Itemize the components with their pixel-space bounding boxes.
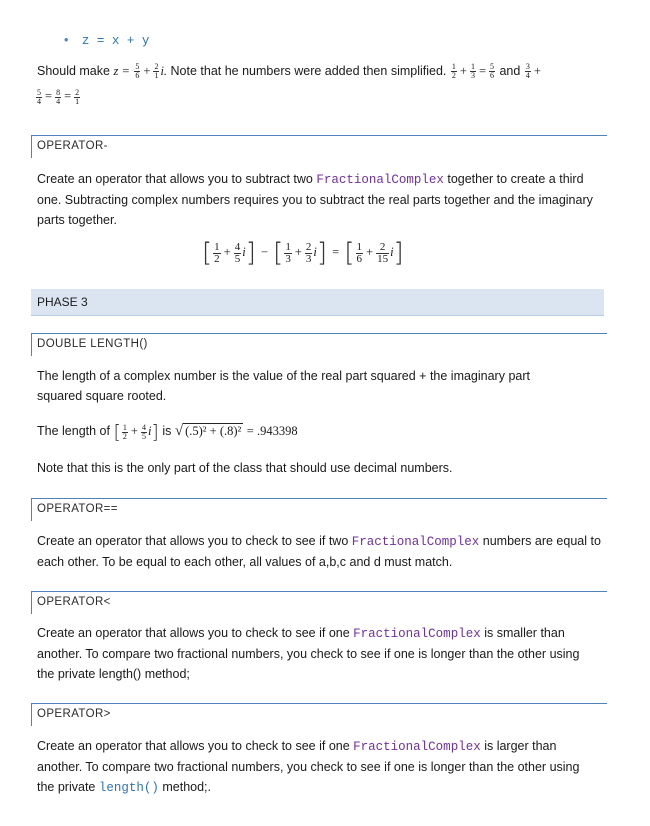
- fraction: $\frac{2}{15}$: [377, 240, 389, 265]
- bullet-text: z = x + y: [81, 34, 150, 48]
- right-bracket: ]: [393, 238, 404, 268]
- class-name-code: FractionalComplex: [316, 173, 444, 187]
- fraction: $\frac{1}{3}$: [470, 62, 475, 80]
- operator-minus-body: [37, 169, 603, 230]
- left-bracket: [: [344, 238, 355, 268]
- heading-text: OPERATOR-: [37, 140, 108, 152]
- fraction: $\frac{3}{4}$: [525, 62, 530, 80]
- operator-equal-body: [37, 531, 607, 572]
- z-label: z =: [113, 63, 130, 78]
- radicand: (.5)² + (.8)²: [185, 423, 242, 438]
- equals-sign: =: [478, 63, 486, 78]
- plus-sign: +: [130, 423, 138, 438]
- body-text: is larger than another. To compare two fractional numbers, you check to see if one is longer than the other using the private: [37, 739, 580, 794]
- body-text: Create an operator that allows you to check to see if one: [37, 739, 350, 753]
- right-bracket: ]: [245, 238, 256, 268]
- fraction: $\frac{5}{4}$: [37, 88, 41, 106]
- should-make-prefix: Should make: [37, 63, 110, 78]
- left-bracket: [: [202, 238, 213, 268]
- plus-sign: +: [143, 63, 151, 78]
- plus-sign: +: [294, 244, 302, 259]
- class-name-code: FractionalComplex: [353, 740, 481, 754]
- heading-text: OPERATOR>: [37, 708, 111, 720]
- body-text: Create an operator that allows you to subtract two: [37, 172, 313, 186]
- should-make-line: [37, 63, 617, 80]
- operator-greater-body: [37, 736, 599, 798]
- phase-label: PHASE 3: [37, 295, 88, 309]
- bullet-line: [64, 33, 149, 48]
- imaginary-unit: i: [147, 423, 152, 438]
- right-bracket: ]: [151, 421, 159, 443]
- subtraction-equation: [202, 238, 404, 268]
- body-text: Create an operator that allows you to check to see if one: [37, 626, 350, 640]
- class-name-code: FractionalComplex: [351, 535, 480, 549]
- body-text: Create an operator that allows you to check to see if two: [37, 534, 349, 548]
- left-bracket: [: [113, 421, 121, 443]
- right-bracket: ]: [316, 238, 328, 268]
- equals-sign: =: [45, 89, 53, 104]
- fraction: $\frac{8}{4}$: [56, 88, 61, 106]
- fraction: $\frac{2}{1}$: [75, 88, 80, 106]
- length-result: = .943398: [246, 423, 298, 438]
- left-bracket: [: [273, 238, 284, 268]
- fraction: $\frac{1}{6}$: [356, 240, 362, 265]
- heading-text: DOUBLE LENGTH(): [37, 338, 148, 350]
- class-name-code: FractionalComplex: [353, 627, 481, 641]
- double-length-heading: [31, 333, 607, 356]
- heading-text: OPERATOR==: [37, 503, 118, 515]
- fraction: $\frac{4}{5}$: [141, 422, 146, 441]
- plus-sign: +: [366, 244, 374, 259]
- body-text: numbers are equal to each other. To be equal to each other, all values of a,b,c and d must match.: [37, 534, 601, 569]
- method-name-code: length(): [98, 781, 159, 795]
- imaginary-suffix: i.: [160, 63, 168, 78]
- minus-sign: −: [260, 244, 269, 259]
- equals-sign: =: [332, 244, 340, 259]
- phase-3-bar: [31, 289, 604, 316]
- imaginary-unit: i: [390, 244, 394, 259]
- and-text: and: [499, 63, 521, 78]
- fraction: $\frac{4}{5}$: [234, 240, 241, 265]
- body-text: The length of a complex number is the value of the real part squared + the imaginary part squared square rooted.: [37, 369, 530, 403]
- fraction: $\frac{1}{2}$: [214, 240, 220, 265]
- fraction: $\frac{1}{2}$: [122, 422, 127, 441]
- double-length-body: [37, 366, 577, 406]
- imaginary-unit: i: [242, 244, 246, 259]
- double-length-note: [37, 458, 603, 478]
- length-example: [37, 421, 298, 443]
- fraction: $\frac{2}{3}$: [305, 240, 312, 265]
- plus-sign: +: [533, 63, 541, 78]
- operator-equal-heading: [31, 498, 607, 521]
- sqrt-expression: [175, 424, 243, 438]
- sqrt-icon: √: [174, 422, 184, 439]
- operator-greater-heading: [31, 703, 607, 726]
- body-text: method;.: [162, 780, 211, 794]
- fraction: $\frac{1}{2}$: [451, 62, 456, 80]
- added-note: Note that he numbers were added then simplified.: [170, 63, 447, 78]
- heading-text: OPERATOR<: [37, 596, 111, 608]
- body-text: together to create a third one. Subtracting complex numbers requires you to subtract the real parts together and the imaginary parts together.: [37, 172, 593, 227]
- body-text: Note that this is the only part of the class that should use decimal numbers.: [37, 461, 453, 475]
- fraction: $\frac{5}{6}$: [490, 62, 494, 80]
- plus-sign: +: [459, 63, 467, 78]
- bullet-marker: •: [64, 33, 69, 47]
- imaginary-unit: i: [313, 244, 317, 259]
- body-text: is smaller than another. To compare two fractional numbers, you check to see if one is longer than the other using the private length() method;: [37, 626, 580, 681]
- equals-sign: =: [64, 89, 72, 104]
- should-make-line-2: [35, 89, 81, 106]
- operator-minus-heading: [31, 135, 607, 158]
- fraction: $\frac{1}{3}$: [285, 240, 291, 265]
- plus-sign: +: [223, 244, 231, 259]
- operator-less-heading: [31, 591, 607, 614]
- is-text: is: [162, 423, 172, 438]
- example-text: The length of: [37, 423, 110, 438]
- fraction: $\frac{5}{6}$: [135, 62, 140, 80]
- operator-less-body: [37, 623, 587, 684]
- fraction: $\frac{2}{1}$: [154, 62, 159, 80]
